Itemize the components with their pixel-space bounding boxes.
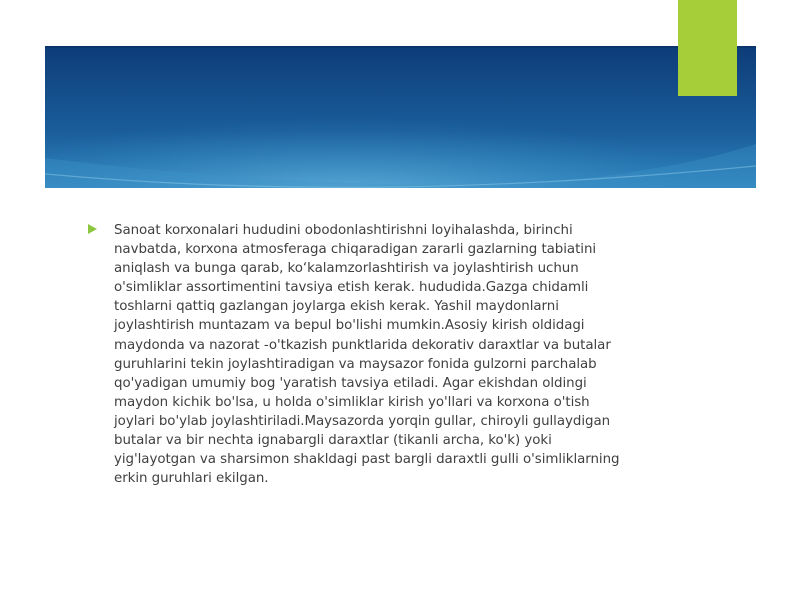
body-paragraph: Sanoat korxonalari hududini obodonlashtirishni loyihalashda, birinchi navbatda, korxona atmosferaga chiqaradigan zararli gazlarning tabiatini aniqlash va bunga qarab, ko‘kalamzorlashtirish va joylashtirish uchun o'simliklar assortimentini tavsiya etish kerak. hududida.Gazga chidamli toshlarni qattiq gazlangan joylarga ekish kerak. Yashil maydonlarni joylashtirish muntazam va bepul bo'lishi mumkin.Asosiy kirish oldidagi maydonda va nazorat -o'tkazish punktlarida dekorativ daraxtlar va butalar guruhlarini tekin joylashtiradigan va maysazor fonida gulzorni parchalab qo'yadigan umumiy bog 'yaratish tavsiya etiladi. Agar ekishdan oldingi maydon kichik bo'lsa, u holda o'simliklar kirish yo'llari va korxona o'tish joylari bo'ylab joylashtiriladi.Maysazorda yorqin gullar, chiroyli gullaydigan butalar va bir nechta ignabargli daraxtlar (tikanli archa, ko'k) yoki yig'layotgan va sharsimon shakldagi past bargli daraxtli gulli o'simliklarning erkin guruhlari ekilgan. xyxy=(114,223,620,487)
body-content xyxy=(88,221,628,488)
header-banner xyxy=(45,46,756,188)
triangle-bullet-icon xyxy=(88,224,97,234)
banner-graphic xyxy=(45,46,756,188)
accent-bar xyxy=(678,0,737,96)
